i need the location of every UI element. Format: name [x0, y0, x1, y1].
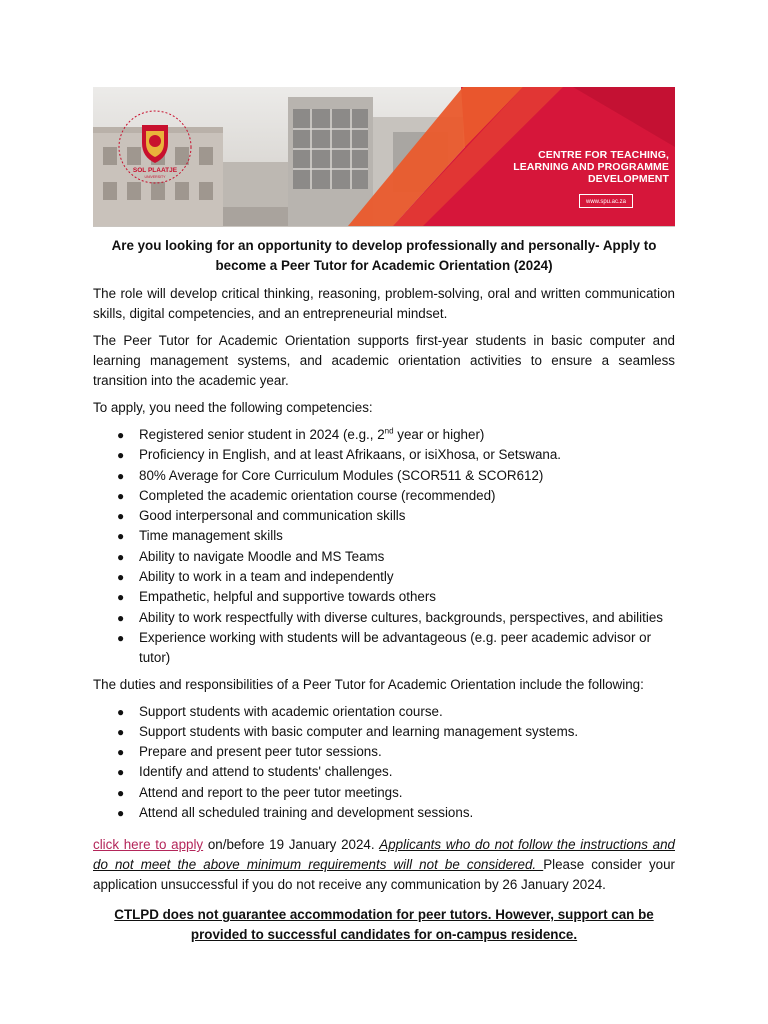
- bullet-icon: ●: [117, 610, 125, 625]
- list-item: [117, 742, 675, 762]
- list-item: [117, 445, 675, 465]
- list-item-text: Support students with basic computer and learning management systems.: [139, 723, 579, 739]
- list-item: [117, 628, 675, 669]
- competencies-intro: To apply, you need the following competencies:: [93, 400, 373, 415]
- list-item: [117, 783, 675, 803]
- centre-name-line: LEARNING AND PROGRAMME: [513, 161, 669, 173]
- list-item-text: Attend and report to the peer tutor meetings.: [139, 784, 403, 800]
- list-item: [117, 526, 675, 546]
- bullet-icon: ●: [117, 785, 125, 800]
- list-item: [117, 702, 675, 722]
- list-item: [117, 803, 675, 823]
- logo-name: SOL PLAATJE: [132, 167, 178, 174]
- requirements-warning: Applicants who do not follow the instructions and do not meet the above minimum requirements will not be considered.: [93, 837, 675, 873]
- list-item-text: Completed the academic orientation course (recommended): [139, 487, 496, 503]
- duties-list: [93, 702, 675, 824]
- document-body: [93, 236, 675, 945]
- list-item-text: Proficiency in English, and at least Afrikaans, or isiXhosa, or Setswana.: [139, 447, 562, 463]
- list-item: [117, 486, 675, 506]
- list-item-text: year or higher): [393, 427, 485, 442]
- support-description: The Peer Tutor for Academic Orientation supports first-year students in basic computer and learning management systems, and academic orientation activities to ensure a seamless transition into the academic year.: [93, 333, 675, 388]
- bullet-icon: ●: [117, 529, 125, 544]
- bullet-icon: ●: [117, 704, 125, 719]
- list-item: [117, 547, 675, 567]
- list-item-text: Support students with academic orientation course.: [139, 703, 443, 719]
- university-logo: [115, 107, 195, 189]
- competencies-list: [93, 425, 675, 669]
- list-item: [117, 567, 675, 587]
- list-item-text: Identify and attend to students' challenges.: [139, 764, 393, 780]
- list-item: [117, 608, 675, 628]
- list-item: [117, 587, 675, 607]
- list-item-text: Attend all scheduled training and development sessions.: [139, 805, 474, 821]
- accommodation-note: CTLPD does not guarantee accommodation for peer tutors. However, support can be provided to successful candidates for on-campus residence.: [114, 907, 654, 943]
- bullet-icon: ●: [117, 428, 125, 442]
- list-item-text: 80% Average for Core Curriculum Modules (SCOR511 & SCOR612): [139, 467, 544, 483]
- list-item: [117, 506, 675, 526]
- website-url: www.spu.ac.za: [579, 194, 633, 208]
- bullet-icon: ●: [117, 765, 125, 780]
- bullet-icon: ●: [117, 630, 125, 645]
- list-item-text: Ability to work respectfully with diverse cultures, backgrounds, perspectives, and abilities: [139, 609, 663, 625]
- duties-intro: The duties and responsibilities of a Peer Tutor for Academic Orientation include the following:: [93, 676, 644, 692]
- list-item: [117, 762, 675, 782]
- list-item-text: Registered senior student in 2024 (e.g., 2: [139, 427, 385, 442]
- list-item-text: Time management skills: [139, 528, 283, 544]
- bullet-icon: ●: [117, 590, 125, 605]
- apply-link[interactable]: click here to apply: [93, 837, 204, 853]
- list-item: [117, 425, 675, 445]
- list-item: [117, 466, 675, 486]
- list-item-text: Prepare and present peer tutor sessions.: [139, 744, 382, 760]
- bullet-icon: ●: [117, 745, 125, 760]
- list-item-text: Empathetic, helpful and supportive towards others: [139, 589, 436, 605]
- bullet-icon: ●: [117, 488, 125, 503]
- role-description: The role will develop critical thinking, reasoning, problem-solving, oral and written communication skills, digital competencies, and an entrepreneurial mindset.: [93, 286, 675, 321]
- list-item-text: Ability to navigate Moodle and MS Teams: [139, 548, 385, 564]
- bullet-icon: ●: [117, 468, 125, 483]
- ordinal-suffix: nd: [384, 426, 394, 436]
- deadline-text: on/before 19 January 2024.: [203, 837, 380, 853]
- list-item: [117, 722, 675, 742]
- bullet-icon: ●: [117, 570, 125, 585]
- closing-text: Please consider your application unsuccessful if you do not receive any communication by 26 January 2024.: [93, 857, 675, 893]
- centre-name-line: CENTRE FOR TEACHING,: [538, 149, 669, 161]
- bullet-icon: ●: [117, 448, 125, 463]
- bullet-icon: ●: [117, 724, 125, 739]
- centre-name-line: DEVELOPMENT: [587, 173, 669, 185]
- bullet-icon: ●: [117, 509, 125, 524]
- list-item-text: Good interpersonal and communication skills: [139, 508, 406, 524]
- application-instructions: [93, 835, 675, 895]
- centre-name: [499, 149, 669, 185]
- bullet-icon: ●: [117, 549, 125, 564]
- bullet-icon: ●: [117, 806, 125, 821]
- headline: Are you looking for an opportunity to develop professionally and personally- Apply to become a Peer Tutor for Academic Orientation (2024): [111, 238, 657, 273]
- logo-subname: UNIVERSITY: [144, 175, 166, 179]
- list-item-text: Ability to work in a team and independently: [139, 569, 394, 585]
- list-item-text: Experience working with students will be advantageous (e.g. peer academic advisor or tutor): [139, 629, 652, 666]
- header-banner: [93, 87, 675, 227]
